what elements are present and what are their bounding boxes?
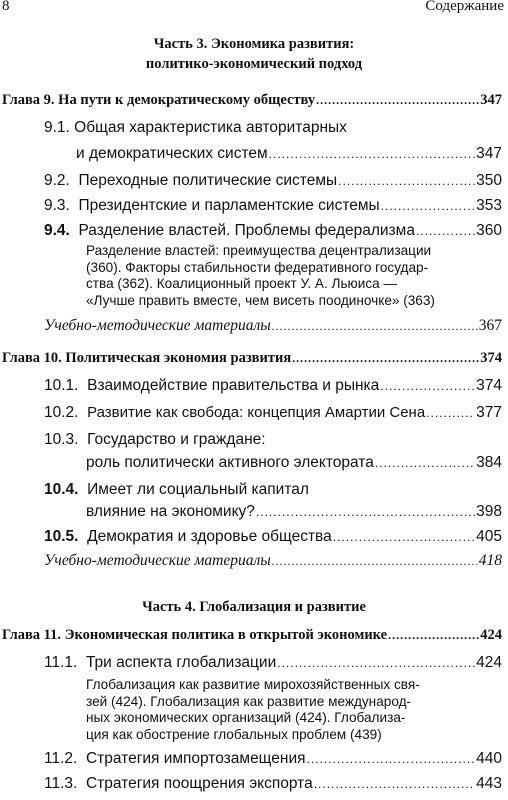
section-10-3-title-line1: Государство и граждане: [87,431,266,448]
section-10-2-title: Развитие как свобода: концепция Амартии Сена [87,404,426,421]
section-10-4-line1[interactable] [44,481,309,499]
section-9-1-title-line2: и демократических систем [76,145,268,162]
dot-leader [333,530,475,544]
chapter-9-materials-page: 367 [478,317,502,334]
section-11-3-number: 11.3. [44,775,78,792]
section-11-2-title: Стратегия импортозамещения [85,750,306,767]
section-11-1-description [86,677,420,743]
dot-leader [307,752,476,766]
section-11-1-entry[interactable] [44,654,502,672]
chapter-10-title: Глава 10. Политическая экономия развития [2,350,292,366]
section-11-1-page: 424 [476,654,502,671]
dot-leader [416,224,475,238]
section-10-3-line1[interactable] [44,431,266,449]
chapter-10-page: 374 [480,350,502,366]
section-9-4-entry[interactable] [44,222,502,240]
chapter-11-page: 424 [480,627,502,643]
description-line: ция как обострение глобальных проблем (439) [86,726,382,742]
dot-leader [338,174,475,188]
dot-leader [277,656,475,670]
section-11-2-entry[interactable] [44,750,502,768]
description-line: ных экономических организаций (424). Глобализа- [86,710,406,725]
chapter-9-materials-entry[interactable] [44,317,502,335]
section-9-1-title-line1: Общая характеристика авторитарных [74,119,347,136]
chapter-11-entry[interactable] [2,627,502,644]
chapter-9-page: 347 [480,92,502,108]
chapter-9-materials-title: Учебно-методические материалы [44,317,271,334]
dot-leader [272,319,478,334]
section-11-3-page: 443 [476,775,502,792]
section-9-2-page: 350 [476,172,502,189]
description-line: (360). Факторы стабильности федеративного государ- [86,259,429,275]
section-10-5-entry[interactable] [44,528,502,546]
section-9-4-title: Разделение властей. Проблемы федерализма [78,222,415,239]
dot-leader [381,199,475,213]
section-10-4-entry[interactable] [86,503,502,521]
section-10-5-number: 10.5. [44,528,79,545]
section-9-4-page: 360 [476,222,502,239]
section-11-3-entry[interactable] [44,775,502,793]
section-11-1-number: 11.1. [44,654,78,671]
chapter-10-materials-entry[interactable] [44,552,502,570]
part-3-heading-line2: политико-экономический подход [145,56,363,72]
section-10-1-number: 10.1. [44,377,79,394]
section-9-2-title: Переходные политические системы [78,172,338,189]
section-10-4-page: 398 [476,503,502,520]
section-10-2-entry[interactable] [44,404,502,422]
section-10-3-title-line2: роль политически активного электората [86,454,374,471]
part-3-heading-line1: Часть 3. Экономика развития: [153,36,355,52]
chapter-10-entry[interactable] [2,350,502,367]
section-10-5-page: 405 [476,528,502,545]
section-10-3-page: 384 [476,454,502,471]
description-line: «Лучше править вместе, чем висеть поодиночке» (363) [86,292,435,308]
chapter-11-title: Глава 11. Экономическая политика в открытой экономике [2,627,388,643]
description-line: ства (362). Коалиционный проект У. А. Льюиса — [86,276,398,291]
section-10-1-page: 374 [476,377,502,394]
dot-leader [272,554,478,569]
description-line: Разделение властей: преимущества децентрализации [86,243,432,258]
section-11-1-title: Три аспекта глобализации [85,654,277,671]
description-line: Глобализация как развитие мирохозяйственных свя- [86,677,420,692]
dot-leader [314,777,475,791]
section-11-2-page: 440 [476,750,502,767]
dot-leader [292,351,479,366]
dot-leader [388,628,479,643]
chapter-9-entry[interactable] [2,92,502,109]
section-9-1-entry[interactable] [76,145,502,163]
section-9-3-entry[interactable] [44,197,502,215]
section-10-4-number: 10.4. [44,481,79,498]
section-10-2-number: 10.2. [44,404,79,421]
section-9-1-line1[interactable] [44,119,347,137]
section-9-1-number: 9.1. [44,119,70,136]
chapter-10-materials-title: Учебно-методические материалы [44,552,271,569]
section-9-3-number: 9.3. [44,197,70,214]
section-10-1-entry[interactable] [44,377,502,395]
page-number: 8 [2,0,10,14]
section-9-2-entry[interactable] [44,172,502,190]
section-10-1-title: Взаимодействие правительства и рынка [87,377,380,394]
section-10-3-entry[interactable] [86,454,502,472]
dot-leader [380,379,475,393]
section-11-3-title: Стратегия поощрения экспорта [85,775,313,792]
section-9-1-page: 347 [476,145,502,162]
section-9-4-description [86,243,435,309]
section-10-5-title: Демократия и здоровье общества [87,528,332,545]
section-10-3-number: 10.3. [44,431,79,448]
dot-leader [256,505,475,519]
description-line: зей (424). Глобализация как развитие международ- [86,693,412,709]
section-9-3-title: Президентские и парламентские системы [78,197,380,214]
running-title: Содержание [425,0,504,14]
dot-leader [316,93,479,108]
section-9-4-number: 9.4. [44,222,70,239]
section-10-4-title-line2: влияние на экономику? [86,503,255,520]
section-11-2-number: 11.2. [44,750,78,767]
dot-leader [426,406,475,420]
chapter-9-title: Глава 9. На пути к демократическому обществу [2,92,316,108]
section-10-4-title-line1: Имеет ли социальный капитал [87,481,309,498]
chapter-10-materials-page: 418 [478,552,502,569]
section-9-2-number: 9.2. [44,172,70,189]
dot-leader [269,147,475,161]
section-9-3-page: 353 [476,197,502,214]
dot-leader [375,456,475,470]
section-10-2-page: 377 [476,404,502,421]
part-4-heading: Часть 4. Глобализация и развитие [142,599,366,615]
